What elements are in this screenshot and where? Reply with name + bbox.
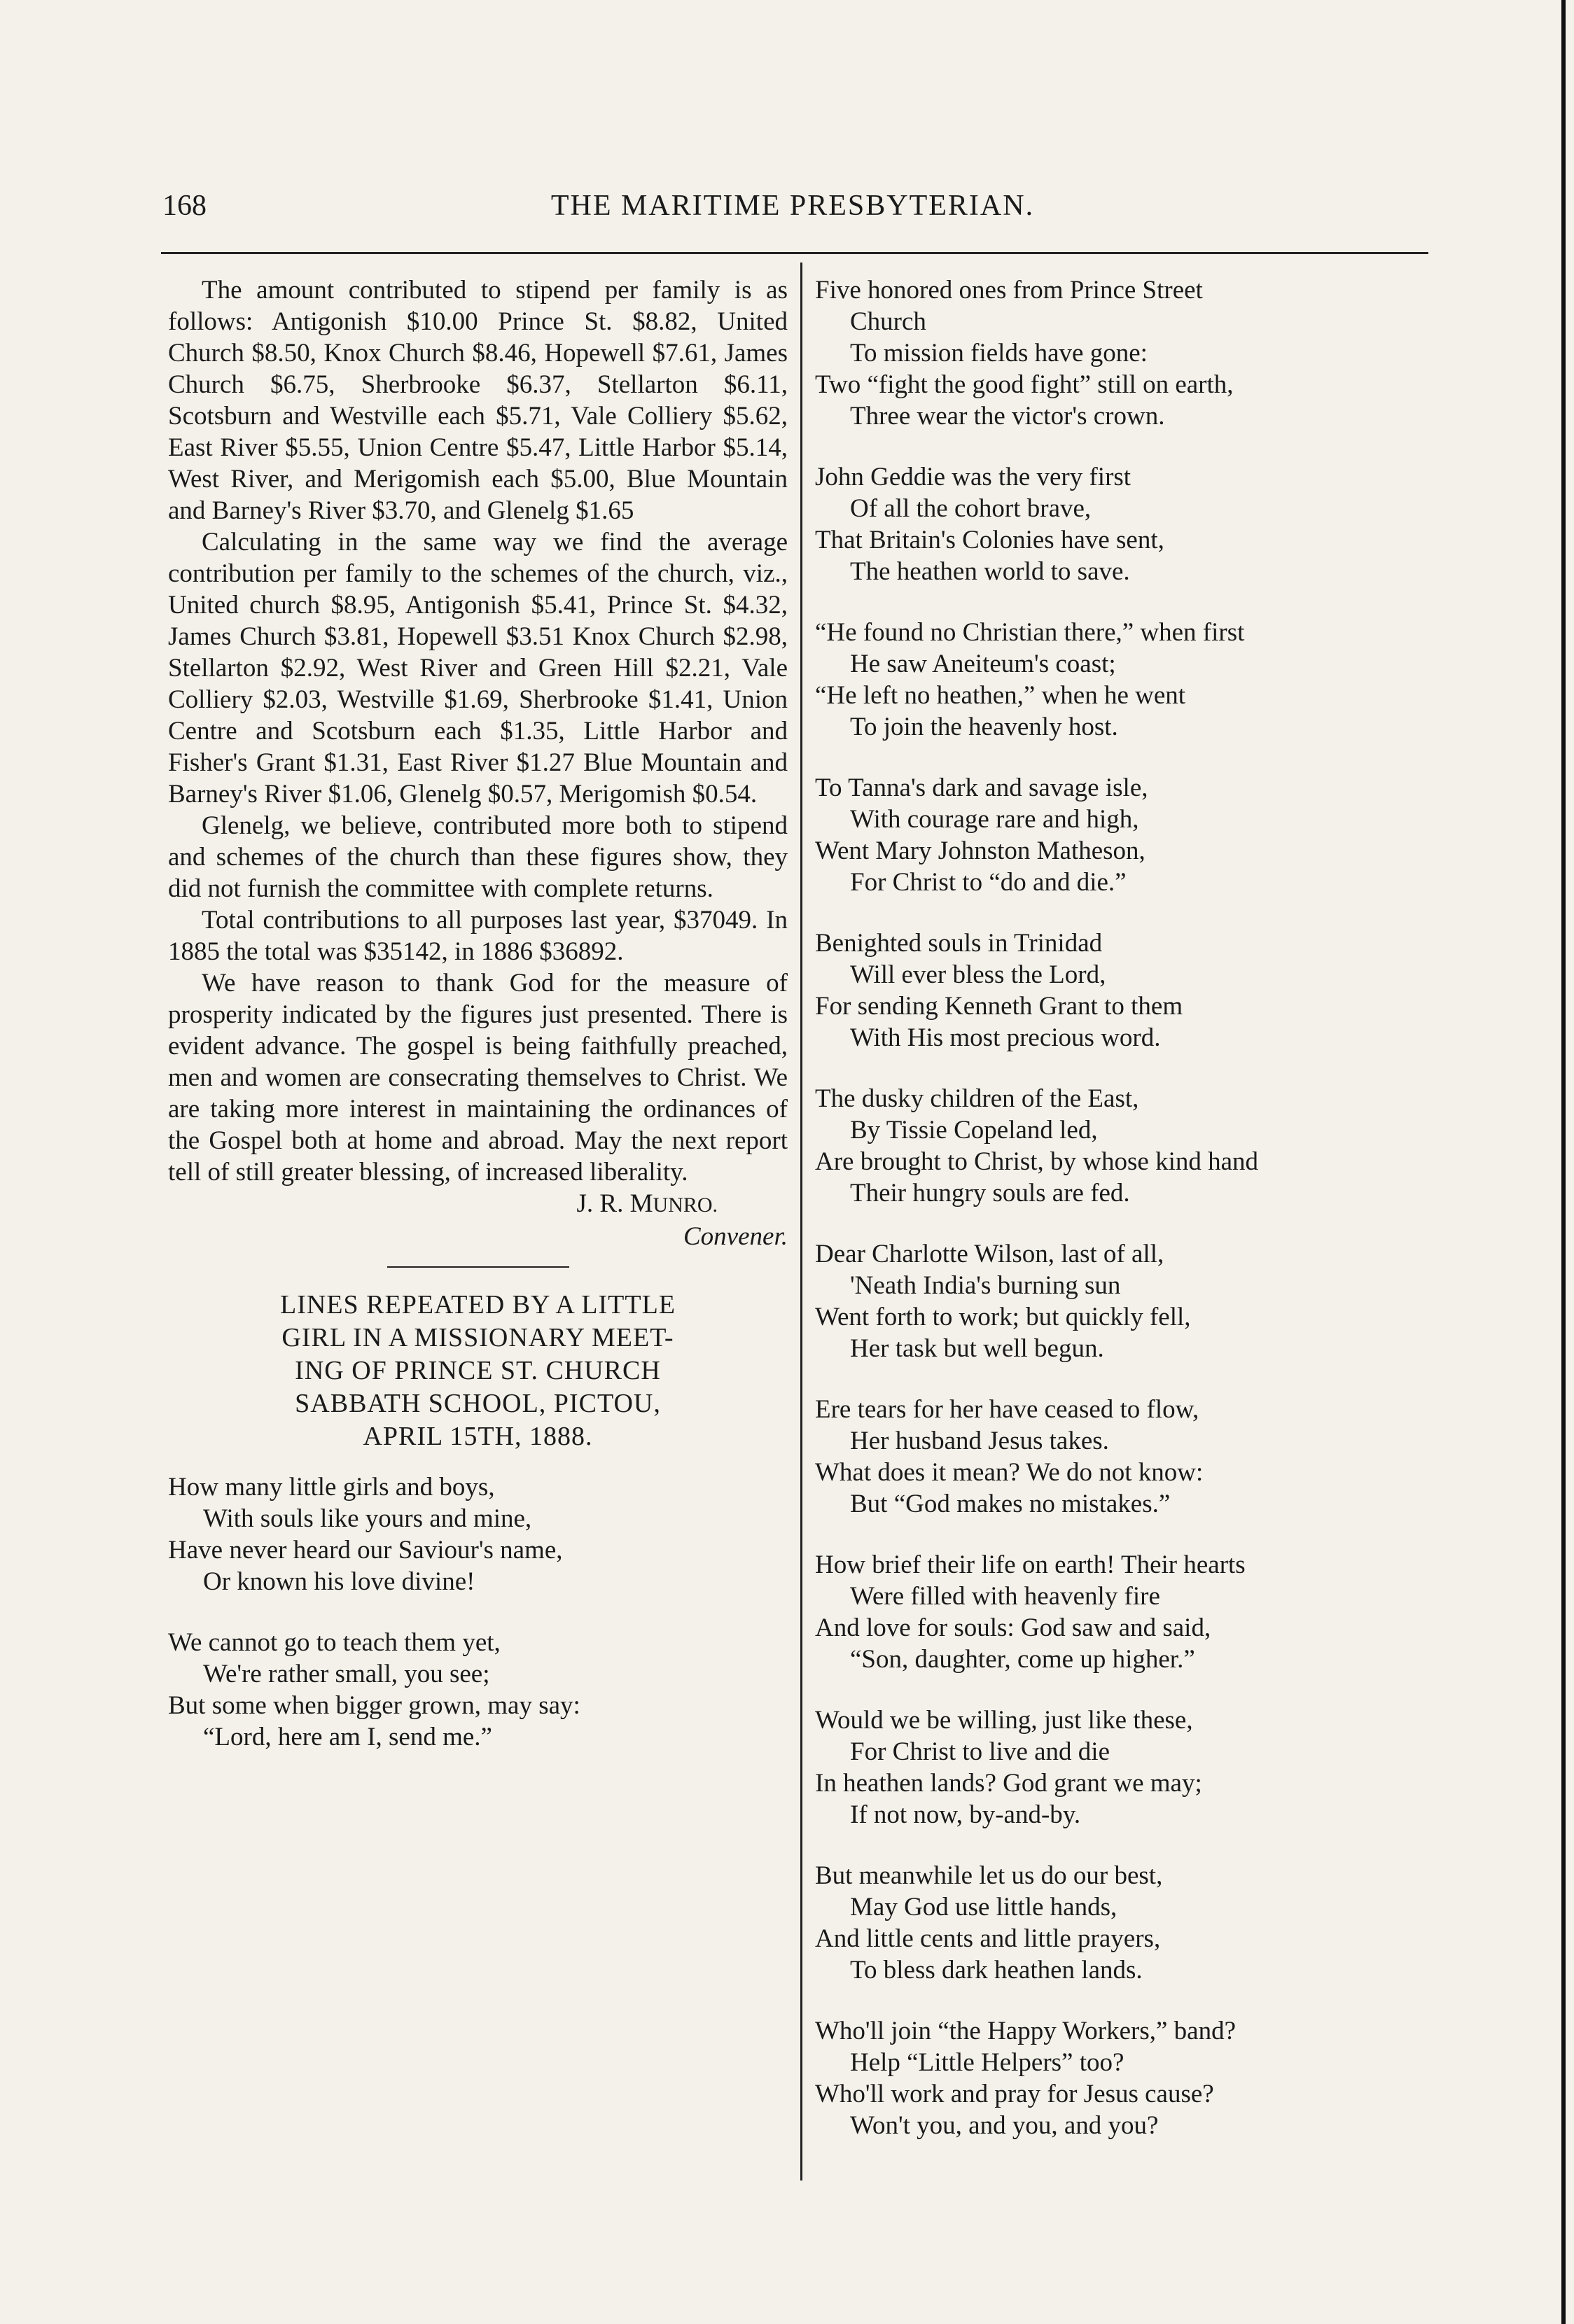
page-number: 168 (162, 190, 207, 222)
poem-line: Won't you, and you, and you? (850, 2111, 1159, 2140)
poem-line: “Son, daughter, come up higher.” (850, 1645, 1195, 1674)
poem-stanza (815, 274, 1431, 432)
report-paragraph: The amount contributed to stipend per family is as follows: Antigonish $10.00 Prince St. $8.82, United Church $8.50, Knox Church $8.46, Hopewell $7.61, James Church $6.75, Sherbrooke $6.37, Stellarton $6.11, Scotsburn and Westville each $5.71, Vale Colliery $5.62, East River $5.55, Union Centre $5.47, Little Harbor $5.14, West River, and Merigomish each $5.00, Blue Mountain and Barney's River $3.70, and Glenelg $1.65 (168, 276, 788, 525)
poem-line: 'Neath India's burning sun (850, 1271, 1121, 1300)
poem-line: But “God makes no mistakes.” (850, 1490, 1171, 1518)
poem-line: For sending Kenneth Grant to them (815, 992, 1183, 1021)
poem-stanza (815, 927, 1431, 1054)
poem-stanza (815, 1083, 1431, 1209)
column-rule (800, 262, 802, 2180)
right-column (815, 274, 1431, 2171)
poem-stanza (815, 617, 1431, 743)
poem-line: How many little girls and boys, (168, 1473, 495, 1502)
poem-line: Or known his love divine! (203, 1567, 475, 1596)
poem-stanza (815, 772, 1431, 898)
poem-line: Would we be willing, just like these, (815, 1706, 1193, 1735)
poem-line: Went Mary Johnston Matheson, (815, 836, 1145, 865)
poem-line: Benighted souls in Trinidad (815, 929, 1103, 958)
poem-line: Went forth to work; but quickly fell, (815, 1303, 1191, 1331)
running-title: THE MARITIME PRESBYTERIAN. (550, 190, 1035, 222)
poem-line: Are brought to Christ, by whose kind hand (815, 1147, 1259, 1176)
poem-line: What does it mean? We do not know: (815, 1458, 1204, 1487)
poem-line: By Tissie Copeland led, (850, 1116, 1098, 1144)
page-edge-rule (1561, 0, 1566, 2324)
report-paragraph: Calculating in the same way we find the average contribution per family to the schemes of the church, viz., United church $8.95, Antigonish $5.41, Prince St. $4.32, James Church $3.81, Hopewell $3.51 Knox Church $2.98, Stellarton $2.92, West River and Green Hill $2.21, Vale Colliery $2.03, Westville $1.69, Sherbrooke $1.41, Union Centre and Scotsburn each $1.35, Little Harbor and Fisher's Grant $1.31, East River $1.27 Blue Mountain and Barney's River $1.06, Glenelg $0.57, Merigomish $0.54. (168, 528, 788, 808)
poem-line: Were filled with heavenly fire (850, 1582, 1160, 1611)
poem-line: John Geddie was the very first (815, 463, 1131, 491)
poem-line: And love for souls: God saw and said, (815, 1614, 1211, 1642)
signature-name: J. R. MUNRO. (576, 1189, 718, 1218)
section-divider (387, 1266, 569, 1268)
poem-stanza (815, 1704, 1431, 1830)
header-rule (161, 252, 1428, 254)
poem-line: To Tanna's dark and savage isle, (815, 774, 1148, 802)
poem-line: How brief their life on earth! Their hearts (815, 1550, 1246, 1579)
poem-stanza (815, 1394, 1431, 1520)
page-header (162, 189, 1423, 238)
poem-line: In heathen lands? God grant we may; (815, 1769, 1202, 1798)
poem-line: Five honored ones from Prince Street (815, 276, 1203, 304)
poem-stanza (815, 1238, 1431, 1364)
signature-title: Convener. (683, 1222, 788, 1251)
poem-line: Who'll work and pray for Jesus cause? (815, 2080, 1214, 2108)
poem-line: Their hungry souls are fed. (850, 1179, 1130, 1208)
poem-line: The heathen world to save. (850, 557, 1130, 586)
poem-line: “He found no Christian there,” when first (815, 618, 1245, 647)
poem-line: May God use little hands, (850, 1893, 1117, 1921)
poem-line: Of all the cohort brave, (850, 494, 1092, 523)
poem-line: We cannot go to teach them yet, (168, 1628, 501, 1657)
poem-line: For Christ to “do and die.” (850, 868, 1127, 897)
report-paragraph: Glenelg, we believe, contributed more both to stipend and schemes of the church than these figures show, they did not furnish the committee with complete returns. (168, 811, 788, 903)
poem-line: Two “fight the good fight” still on earth, (815, 370, 1234, 399)
poem-line: But some when bigger grown, may say: (168, 1691, 580, 1720)
poem-line: Have never heard our Saviour's name, (168, 1536, 563, 1564)
poem-line: “He left no heathen,” when he went (815, 681, 1186, 710)
report-section (168, 274, 788, 1252)
poem-line: The dusky children of the East, (815, 1084, 1139, 1113)
poem-line: For Christ to live and die (850, 1737, 1110, 1766)
poem-line: With His most precious word. (850, 1023, 1161, 1052)
poem-line: With courage rare and high, (850, 805, 1139, 834)
poem-line: Her task but well begun. (850, 1334, 1104, 1363)
left-column (168, 274, 788, 1782)
poem-line: Church (850, 307, 926, 336)
poem-line: Ere tears for her have ceased to flow, (815, 1395, 1199, 1424)
poem-line: Her husband Jesus takes. (850, 1427, 1109, 1455)
poem-line: And little cents and little prayers, (815, 1924, 1161, 1953)
poem-stanza (815, 1549, 1431, 1675)
poem-stanza (168, 1627, 788, 1753)
poem-stanza (815, 1860, 1431, 1986)
poem-line: He saw Aneiteum's coast; (850, 650, 1116, 678)
poem-line: Three wear the victor's crown. (850, 402, 1165, 430)
poem-line: Will ever bless the Lord, (850, 960, 1106, 989)
poem-stanza (168, 1471, 788, 1597)
poem-line: If not now, by-and-by. (850, 1800, 1081, 1829)
poem-line: Dear Charlotte Wilson, last of all, (815, 1240, 1164, 1268)
poem-line: “Lord, here am I, send me.” (203, 1723, 492, 1751)
poem-heading: LINES REPEATED BY A LITTLE GIRL IN A MISSIONARY MEET- ING OF PRINCE ST. CHURCH SABBATH SCHOOL, PICTOU, APRIL 15TH, 1888. (280, 1290, 676, 1451)
poem-line: Help “Little Helpers” too? (850, 2048, 1124, 2077)
poem-line: That Britain's Colonies have sent, (815, 526, 1164, 554)
report-paragraph: Total contributions to all purposes last year, $37049. In 1885 the total was $35142, in 1886 $36892. (168, 906, 788, 966)
poem-line: To join the heavenly host. (850, 713, 1118, 741)
poem-line: To bless dark heathen lands. (850, 1956, 1143, 1984)
poem-line: But meanwhile let us do our best, (815, 1861, 1163, 1890)
poem-line: Who'll join “the Happy Workers,” band? (815, 2017, 1236, 2045)
report-paragraph: We have reason to thank God for the measure of prosperity indicated by the figures just presented. There is evident advance. The gospel is being faithfully preached, men and women are consecrating themselves to Christ. We are taking more interest in maintaining the ordinances of the Gospel both at home and abroad. May the next report tell of still greater blessing, of increased liberality. (168, 969, 788, 1186)
poem-stanza (815, 2015, 1431, 2141)
poem-stanza (815, 461, 1431, 587)
poem-line: With souls like yours and mine, (203, 1504, 532, 1533)
poem-line: We're rather small, you see; (203, 1660, 490, 1688)
poem-line: To mission fields have gone: (850, 339, 1148, 368)
